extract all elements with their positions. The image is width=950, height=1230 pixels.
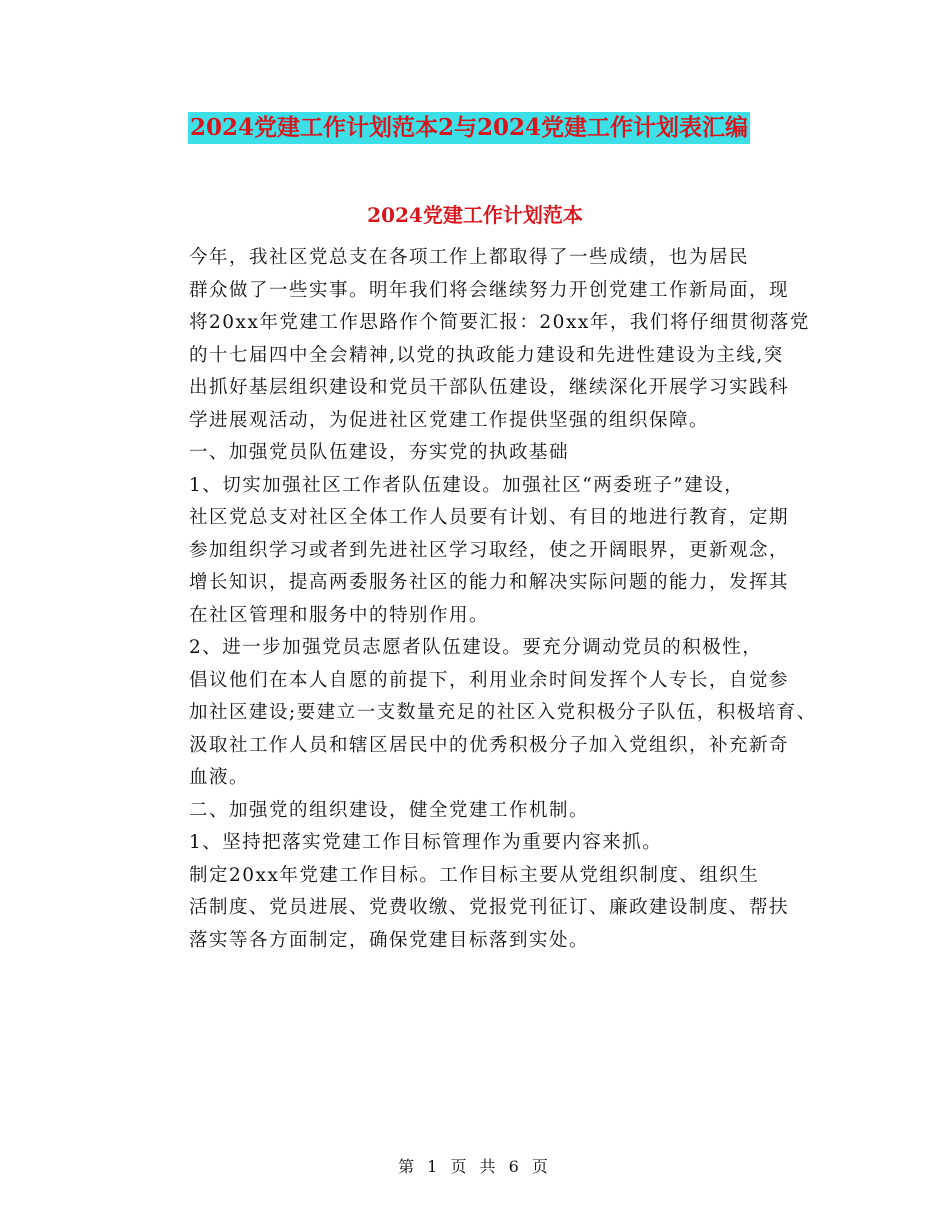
paragraph	[141, 437, 813, 470]
text-line: 增长知识，提高两委服务社区的能力和解决实际问题的能力，发挥其	[189, 572, 790, 593]
paragraph	[141, 470, 813, 633]
paragraph	[141, 827, 813, 860]
text-line: 将20xx年党建工作思路作个简要汇报：20xx年，我们将仔细贯彻落党	[189, 312, 810, 333]
document-title: 2024党建工作计划范本2与2024党建工作计划表汇编	[188, 112, 750, 144]
text-line: 1、切实加强社区工作者队伍建设。加强社区“两委班子”建设，	[189, 474, 745, 496]
text-line: 出抓好基层组织建设和党员干部队伍建设，继续深化开展学习实践科	[189, 377, 790, 398]
paragraph	[141, 242, 813, 437]
text-line: 制定20xx年党建工作目标。工作目标主要从党组织制度、组织生	[189, 864, 760, 886]
text-line: 血液。	[189, 767, 250, 788]
text-line: 二、加强党的组织建设，健全党建工作机制。	[189, 799, 590, 821]
section-title: 2024党建工作计划范本	[367, 203, 583, 227]
paragraph	[141, 795, 813, 828]
text-line: 汲取社工作人员和辖区居民中的优秀积极分子加入党组织，补充新奇	[189, 734, 790, 756]
page-footer: 第 1 页 共 6 页	[398, 1157, 552, 1176]
text-line: 倡议他们在本人自愿的前提下，利用业余时间发挥个人专长，自觉参	[189, 669, 790, 691]
text-line: 在社区管理和服务中的特别作用。	[189, 604, 490, 626]
document-body	[141, 242, 817, 957]
text-line: 参加组织学习或者到先进社区学习取经，使之开阔眼界，更新观念，	[189, 539, 790, 561]
paragraph	[141, 860, 813, 958]
text-line: 2、进一步加强党员志愿者队伍建设。要充分调动党员的积极性，	[189, 637, 763, 658]
text-line: 学进展观活动，为促进社区党建工作提供坚强的组织保障。	[189, 409, 710, 431]
text-line: 的十七届四中全会精神,以党的执政能力建设和先进性建设为主线,突	[189, 344, 784, 366]
text-line: 活制度、党员进展、党费收缴、党报党刊征订、廉政建设制度、帮扶	[189, 897, 790, 918]
text-line: 一、加强党员队伍建设，夯实党的执政基础	[189, 442, 570, 463]
text-line: 群众做了一些实事。明年我们将会继续努力开创党建工作新局面，现	[189, 279, 790, 301]
text-line: 社区党总支对社区全体工作人员要有计划、有目的地进行教育，定期	[189, 507, 790, 528]
text-line: 1、坚持把落实党建工作目标管理作为重要内容来抓。	[189, 832, 663, 853]
text-line: 加社区建设;要建立一支数量充足的社区入党积极分子队伍，积极培育、	[189, 702, 817, 723]
text-line: 今年，我社区党总支在各项工作上都取得了一些成绩，也为居民	[189, 247, 750, 268]
text-line: 落实等各方面制定，确保党建目标落到实处。	[189, 929, 590, 951]
paragraph	[141, 632, 817, 795]
